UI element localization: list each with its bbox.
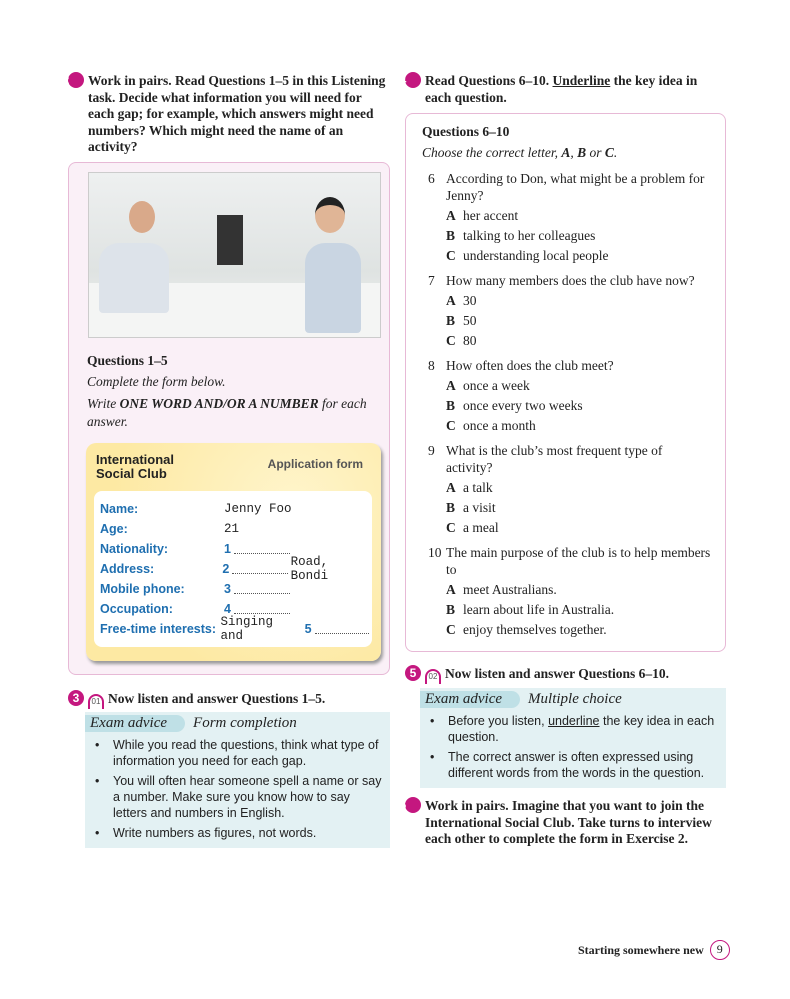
text: 80 [463,333,477,348]
text: her accent [463,208,519,223]
text: B [446,398,456,413]
man-figure [99,243,169,313]
woman-figure [305,243,361,333]
text: Before you listen, [448,714,549,728]
advice-topic: Form completion [193,714,297,731]
text: 1 [224,542,231,556]
exam-advice-form-completion [85,712,390,848]
text: 8 [428,358,435,373]
text: How often does the club meet? [446,358,614,373]
text: a meal [463,520,499,535]
answer-option[interactable] [428,207,711,224]
text: Multiple choice [528,690,622,707]
text: Read Questions 6–10. [425,73,553,88]
man-head [129,201,155,233]
questions-1-5-box [68,162,390,675]
question-8 [428,357,711,434]
woman-head [315,197,345,233]
answer-gap[interactable] [234,605,290,614]
text: B [446,228,456,243]
monitor [217,215,243,265]
text: a talk [463,480,493,495]
text: Address: [100,562,155,576]
exercise-number: 2 [68,72,84,88]
text: learn about life in Australia. [463,602,615,617]
exercise-2-text: Work in pairs. Read Questions 1–5 in this Listening task. Decide what information you will need for each gap; for example, which answers might need numbers? Which might need the name of an activity? [88,73,386,154]
form-row [100,499,372,519]
advice-item [426,713,718,745]
text: 4 [224,602,231,616]
text: 50 [463,313,477,328]
advice-item: • The correct answer is often expressed using different words from the words in the question. [426,749,718,781]
exam-advice-multiple-choice [420,688,726,788]
text: C [446,333,456,348]
answer-option[interactable] [428,601,711,618]
advice-item: • Write numbers as figures, not words. [91,825,382,841]
page-footer [578,940,730,960]
questions-6-10-box [405,113,726,652]
text: A [446,208,456,223]
answer-option[interactable] [428,227,711,244]
answer-gap[interactable] [315,625,369,634]
text: Write [87,396,120,411]
text: 3 [224,582,231,596]
answer-option[interactable] [428,377,711,394]
question-6 [428,170,711,264]
answer-gap[interactable] [232,565,287,574]
answer-option[interactable] [428,479,711,496]
text: Now listen and answer Questions 6–10. [445,666,670,681]
text: Jenny Foo [224,502,292,516]
text: , [570,145,578,160]
text: A [446,378,456,393]
club-logo: International Social Club [96,452,175,481]
text: Exam advice [420,691,520,708]
answer-option[interactable] [428,332,711,349]
text: Road, Bondi [290,555,329,583]
text: A [446,293,456,308]
question-9 [428,442,711,536]
text: the key idea in each question. [425,73,698,105]
text: How many members does the club have now? [446,273,695,288]
interview-photo [88,172,381,338]
answer-gap[interactable] [234,545,290,554]
answer-option[interactable] [428,581,711,598]
audio-track-icon[interactable]: 01 [88,694,104,709]
form-fields [94,491,372,647]
text: Work in pairs. Imagine that you want to join the International Social Club. Take turns to interview each other to complete the form in Exercise 2. [425,798,712,846]
text: 21 [224,522,240,536]
text: 3 [68,690,84,706]
instruction-2 [87,395,377,431]
text: 5 [304,622,312,636]
form-row [100,555,372,583]
advice-list [85,734,390,841]
advice-item: • You will often hear someone spell a name or say a number. Make sure you know how to say letters and numbers in English. [91,773,382,821]
form-row [100,615,372,643]
page-number: 9 [710,940,730,960]
text: Singing and [220,615,273,643]
text: 10 [428,545,442,560]
questions-1-5-title: Questions 1–5 [87,353,168,368]
answer-option[interactable] [428,292,711,309]
answer-option[interactable] [428,519,711,536]
text: A [561,145,571,160]
text: B [446,500,456,515]
exercise-2 [62,72,388,156]
text: meet Australians. [463,582,557,597]
text: 9 [428,443,435,458]
text: B [577,145,587,160]
text: Occupation: [100,602,173,616]
text: B [446,602,456,617]
audio-track-icon[interactable]: 02 [425,669,441,684]
question-7 [428,272,711,349]
text: C [446,248,456,263]
exercise-3 [68,690,325,709]
text: Underline [552,73,611,88]
text: talking to her colleagues [463,228,596,243]
exam-advice-label: Exam advice [85,715,185,732]
text: C [446,622,456,637]
instruction [422,144,711,162]
text: According to Don, what might be a problem for Jenny? [446,171,705,203]
text: or [586,145,605,160]
answer-option[interactable] [428,621,711,638]
text: a visit [463,500,496,515]
answer-option[interactable] [428,417,711,434]
exercise-5 [405,665,669,684]
text: . [613,145,618,160]
text: A [446,582,456,597]
text: What is the club’s most frequent type of activity? [446,443,663,475]
text: A [446,480,456,495]
text: Choose the correct letter, [422,145,562,160]
text: 2 [222,562,230,576]
text: ONE WORD AND/OR A NUMBER [119,396,319,411]
text: for each answer. [87,396,367,429]
text: the key idea in each question. [448,714,715,744]
text: Age: [100,522,128,536]
text: Mobile phone: [100,582,185,596]
answer-option[interactable] [428,397,711,414]
text: C [446,418,456,433]
text: once a week [463,378,530,393]
text: underline [548,714,600,728]
text: once a month [463,418,536,433]
text: 6 [405,797,421,813]
instruction: Complete the form below. [87,374,226,389]
text: 5 [405,665,421,681]
text: 6 [428,171,435,186]
form-row [100,519,372,539]
text: 4 [405,72,421,88]
answer-option[interactable] [428,247,711,264]
footer-title: Starting somewhere new [578,942,704,957]
text: B [446,313,456,328]
text: 30 [463,293,477,308]
text: Free-time interests: [100,622,217,636]
text: 7 [428,273,435,288]
questions-6-10-title: Questions 6–10 [422,124,510,139]
exercise-4 [399,72,725,106]
text: C [446,520,456,535]
text: The main purpose of the club is to help members to [446,545,711,577]
text: enjoy themselves together. [463,622,607,637]
answer-gap[interactable] [234,585,290,594]
advice-item: • While you read the questions, think what type of information you need for each gap. [91,737,382,769]
exercise-6 [399,797,725,848]
answer-option[interactable] [428,312,711,329]
text: C [604,145,614,160]
text: Nationality: [100,542,169,556]
text: once every two weeks [463,398,583,413]
application-form [86,443,381,661]
text: understanding local people [463,248,609,263]
question-10 [428,544,711,638]
answer-option[interactable] [428,499,711,516]
form-title: Application form [267,457,363,471]
text: Now listen and answer Questions 1–5. [108,691,326,706]
text: Name: [100,502,139,516]
